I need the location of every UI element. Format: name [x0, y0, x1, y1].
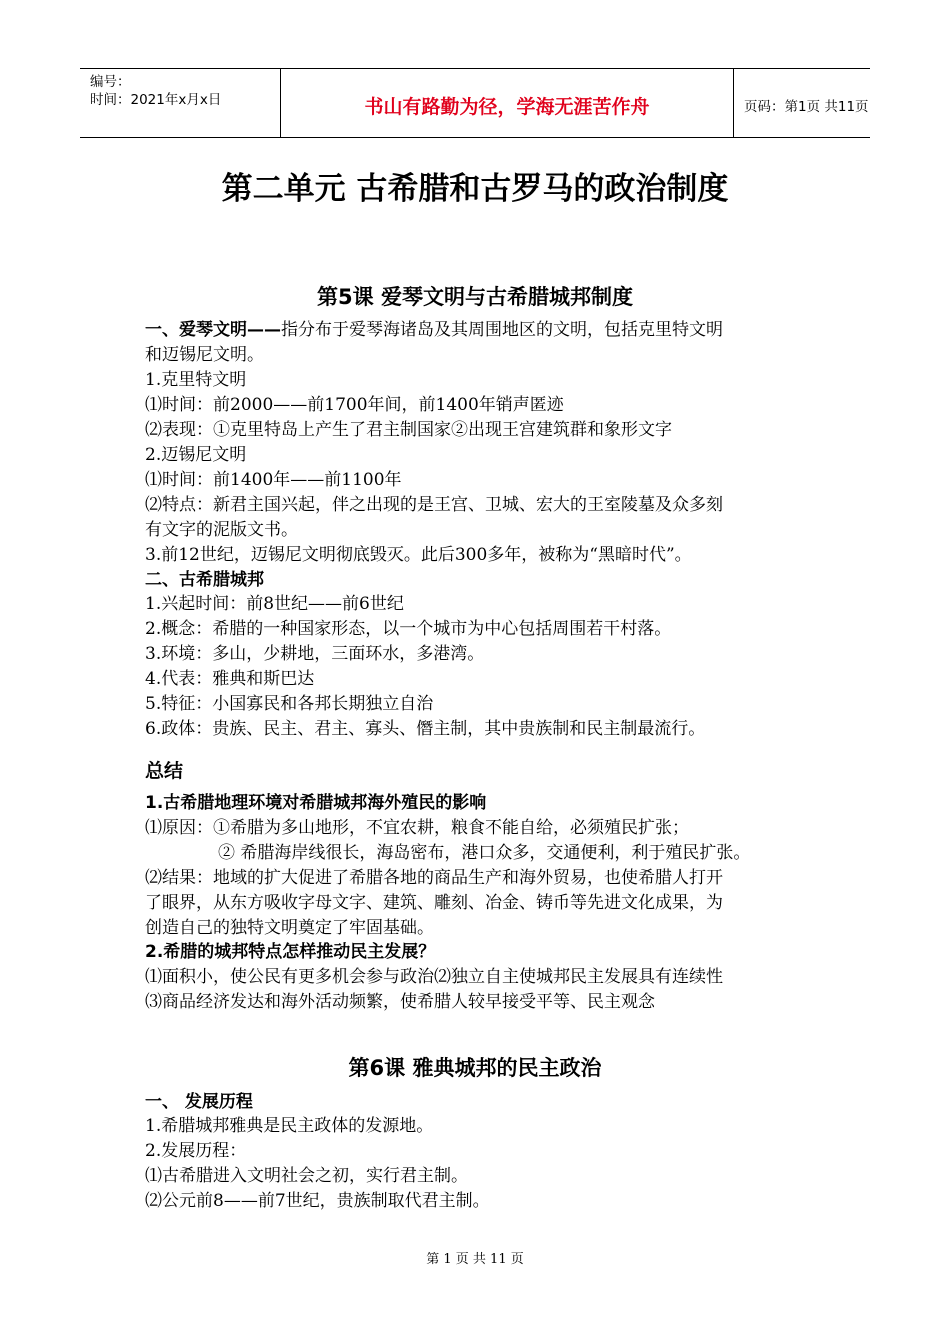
text-line: 3.环境：多山，少耕地，三面环水，多港湾。 — [145, 644, 485, 664]
summary-question: 2.希腊的城邦特点怎样推动民主发展？ — [145, 942, 436, 962]
text-line: 有文字的泥版文书。 — [145, 520, 298, 540]
text-line: ⑴原因：①希腊为多山地形，不宜农耕，粮食不能自给，必须殖民扩张； — [145, 818, 689, 838]
page-footer: 第 1 页 共 11 页 — [426, 1252, 524, 1267]
text-line: ⑴面积小，使公民有更多机会参与政治⑵独立自主使城邦民主发展具有连续性 — [145, 967, 723, 987]
text-line: ⑵特点：新君主国兴起，伴之出现的是王宫、卫城、宏大的王室陵墓及众多刻 — [145, 495, 723, 515]
text-line: 2.概念：希腊的一种国家形态，以一个城市为中心包括周围若干村落。 — [145, 619, 672, 639]
section-heading: 二、古希腊城邦 — [145, 570, 264, 590]
text-line: ⑵表现：①克里特岛上产生了君主制国家②出现王宫建筑群和象形文字 — [145, 420, 672, 440]
text-line: 1.兴起时间：前8世纪——前6世纪 — [145, 594, 404, 614]
text-line: ⑴时间：前1400年——前1100年 — [145, 470, 402, 490]
text-line: 了眼界，从东方吸收字母文字、建筑、雕刻、冶金、铸币等先进文化成果，为 — [145, 893, 723, 913]
text-line: ⑶商品经济发达和海外活动频繁，使希腊人较早接受平等、民主观念 — [145, 992, 655, 1012]
text-line: ⑴时间：前2000——前1700年间，前1400年销声匿迹 — [145, 395, 564, 415]
text-line: 1.克里特文明 — [145, 370, 247, 390]
lesson6-title: 第6课 雅典城邦的民主政治 — [348, 1056, 602, 1080]
text-line: 4.代表：雅典和斯巴达 — [145, 669, 315, 689]
summary-question: 1.古希腊地理环境对希腊城邦海外殖民的影响 — [145, 793, 487, 813]
text-line: ⑵结果：地域的扩大促进了希腊各地的商品生产和海外贸易，也使希腊人打开 — [145, 868, 723, 888]
page-info: 页码：第1页 共11页 — [744, 99, 869, 115]
section-text: 指分布于爱琴海诸岛及其周围地区的文明，包括克里特文明 — [281, 320, 723, 340]
text-line: 1.希腊城邦雅典是民主政体的发源地。 — [145, 1116, 434, 1136]
text-line: ② 希腊海岸线很长，海岛密布，港口众多，交通便利，利于殖民扩张。 — [218, 843, 751, 863]
text-line: ⑵公元前8——前7世纪，贵族制取代君主制。 — [145, 1191, 490, 1211]
section-heading: 一、 发展历程 — [145, 1092, 253, 1112]
text-line: 5.特征：小国寡民和各邦长期独立自治 — [145, 694, 434, 714]
header-table — [80, 68, 870, 138]
header-meta — [80, 69, 280, 137]
section-heading: 一、爱琴文明—— — [145, 320, 281, 340]
text-line: 创造自己的独特文明奠定了牢固基础。 — [145, 918, 434, 938]
section-aegean — [145, 318, 825, 343]
text-line: ⑴古希腊进入文明社会之初，实行君主制。 — [145, 1166, 468, 1186]
lesson5-title: 第5课 爱琴文明与古希腊城邦制度 — [317, 285, 633, 309]
text-line: 6.政体：贵族、民主、君主、寡头、僭主制，其中贵族制和民主制最流行。 — [145, 719, 706, 739]
text-line: 2.发展历程： — [145, 1141, 247, 1161]
time-label: 时间：2021年x月x日 — [90, 92, 222, 108]
unit-title: 第二单元 古希腊和古罗马的政治制度 — [221, 171, 729, 207]
text-line: 3.前12世纪，迈锡尼文明彻底毁灭。此后300多年，被称为“黑暗时代”。 — [145, 545, 692, 565]
text-line: 和迈锡尼文明。 — [145, 345, 264, 365]
motto: 书山有路勤为径，学海无涯苦作舟 — [280, 69, 734, 137]
text-line: 2.迈锡尼文明 — [145, 445, 247, 465]
number-label: 编号： — [90, 74, 131, 90]
summary-heading: 总结 — [145, 760, 184, 782]
